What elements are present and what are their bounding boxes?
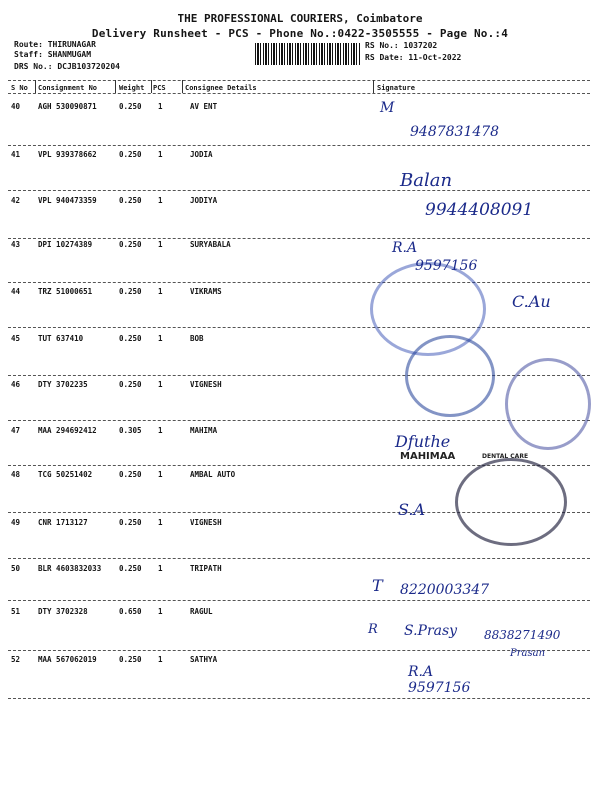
row-weight: 0.250: [119, 655, 142, 664]
row-divider: [8, 558, 590, 559]
col-divider: [182, 80, 183, 93]
col-divider: [35, 80, 36, 93]
header-bottom-rule: [8, 93, 590, 94]
col-header-signature: Signature: [377, 84, 415, 92]
col-divider: [151, 80, 152, 93]
bank-stamp: [405, 335, 495, 417]
row-pcs: 1: [158, 518, 163, 527]
row-consignment-no: MAA 294692412: [38, 426, 97, 435]
row-consignment-no: BLR 4603832033: [38, 564, 102, 573]
row-consignee: AV ENT: [190, 102, 218, 111]
row-weight: 0.250: [119, 196, 142, 205]
route-label: Route: THIRUNAGAR: [14, 40, 96, 49]
row-weight: 0.250: [119, 334, 142, 343]
row-consignment-no: DPI 10274389: [38, 240, 93, 249]
row-weight: 0.250: [119, 102, 142, 111]
row-sno: 51: [11, 607, 21, 616]
row-sno: 48: [11, 470, 21, 479]
row-divider: [8, 375, 590, 376]
row-divider: [8, 145, 590, 146]
signature-47: Dfuthe: [395, 432, 451, 451]
row-consignee: TRIPATH: [190, 564, 222, 573]
row-divider: [8, 190, 590, 191]
signature-43-phone: 9597156: [415, 258, 478, 274]
row-weight: 0.250: [119, 287, 142, 296]
col-divider: [373, 80, 374, 93]
row-divider: [8, 698, 590, 699]
row-pcs: 1: [158, 196, 163, 205]
runsheet-subtitle: Delivery Runsheet - PCS - Phone No.:0422-3505555 - Page No.:4: [91, 27, 509, 40]
signature-51-name: Prasan: [510, 648, 546, 659]
signature-51-phone: 8838271490: [484, 628, 561, 642]
company-stamp: [455, 458, 567, 546]
row-weight: 0.250: [119, 150, 142, 159]
row-sno: 50: [11, 564, 21, 573]
row-consignee: MAHIMA: [190, 426, 218, 435]
row-pcs: 1: [158, 240, 163, 249]
row-pcs: 1: [158, 655, 163, 664]
row-pcs: 1: [158, 102, 163, 111]
row-consignee: JODIA: [190, 150, 213, 159]
signature-42-phone: 9944408091: [425, 200, 534, 220]
row-sno: 47: [11, 426, 21, 435]
row-weight: 0.250: [119, 564, 142, 573]
row-consignee: VIGNESH: [190, 518, 222, 527]
row-weight: 0.250: [119, 380, 142, 389]
signature-50-mark: T: [372, 576, 383, 595]
row-sno: 42: [11, 196, 21, 205]
row-sno: 52: [11, 655, 21, 664]
rs-number: RS No.: 1037202: [365, 41, 438, 50]
barcode: [255, 43, 360, 65]
drs-number: DRS No.: DCJB103720204: [14, 62, 120, 71]
row-consignee: SATHYA: [190, 655, 218, 664]
signature-52: R.A: [408, 664, 434, 680]
signature-43: R.A: [392, 240, 418, 256]
rs-date: RS Date: 11-Oct-2022: [365, 53, 462, 62]
signature-49: S.A: [398, 500, 426, 519]
row-weight: 0.650: [119, 607, 142, 616]
row-consignment-no: DTY 3702235: [38, 380, 88, 389]
row-consignee: BOB: [190, 334, 204, 343]
col-header-sno: S No: [11, 84, 28, 92]
row-sno: 49: [11, 518, 21, 527]
signature-40: M: [380, 100, 395, 116]
row-weight: 0.305: [119, 426, 142, 435]
row-consignee: RAGUL: [190, 607, 213, 616]
row-sno: 40: [11, 102, 21, 111]
row-pcs: 1: [158, 426, 163, 435]
row-pcs: 1: [158, 334, 163, 343]
row-consignment-no: VPL 940473359: [38, 196, 97, 205]
row-sno: 41: [11, 150, 21, 159]
row-consignment-no: VPL 939378662: [38, 150, 97, 159]
row-consignment-no: TCG 50251402: [38, 470, 93, 479]
row-sno: 45: [11, 334, 21, 343]
col-divider: [115, 80, 116, 93]
row-divider: [8, 650, 590, 651]
table-top-rule: [8, 80, 590, 81]
row-consignee: VIGNESH: [190, 380, 222, 389]
col-header-weight: Weight: [119, 84, 145, 92]
signature-40-phone: 9487831478: [410, 124, 500, 140]
row-consignment-no: CNR 1713127: [38, 518, 88, 527]
col-header-consignment: Consignment No: [38, 84, 98, 92]
dental-care-stamp-text: DENTAL CARE: [482, 453, 529, 460]
row-divider: [8, 327, 590, 328]
row-divider: [8, 420, 590, 421]
row-sno: 46: [11, 380, 21, 389]
signature-52-phone: 9597156: [408, 680, 471, 696]
row-consignment-no: AGH 530090871: [38, 102, 97, 111]
row-pcs: 1: [158, 564, 163, 573]
row-consignment-no: MAA 567062019: [38, 655, 97, 664]
col-header-pcs: PCS: [153, 84, 166, 92]
row-pcs: 1: [158, 150, 163, 159]
row-divider: [8, 282, 590, 283]
signature-50-phone: 8220003347: [400, 582, 490, 598]
row-consignee: SURYABALA: [190, 240, 231, 249]
row-sno: 44: [11, 287, 21, 296]
row-consignee: VIKRAMS: [190, 287, 222, 296]
row-consignee: AMBAL AUTO: [190, 470, 236, 479]
row-pcs: 1: [158, 287, 163, 296]
mahimaa-stamp-text: MAHIMAA: [400, 451, 456, 462]
signature-44: C.Au: [512, 292, 551, 311]
staff-label: Staff: SHANMUGAM: [14, 50, 92, 59]
signature-41: Balan: [400, 170, 453, 191]
row-sno: 43: [11, 240, 21, 249]
row-weight: 0.250: [119, 240, 142, 249]
row-divider: [8, 600, 590, 601]
company-title: THE PROFESSIONAL COURIERS, Coimbatore: [177, 12, 423, 25]
row-consignment-no: TUT 637410: [38, 334, 84, 343]
row-pcs: 1: [158, 380, 163, 389]
row-consignment-no: TRZ 51000651: [38, 287, 93, 296]
automobile-stamp: [505, 358, 591, 450]
row-pcs: 1: [158, 470, 163, 479]
col-header-consignee: Consignee Details: [185, 84, 257, 92]
row-consignment-no: DTY 3702328: [38, 607, 88, 616]
row-pcs: 1: [158, 607, 163, 616]
row-weight: 0.250: [119, 470, 142, 479]
signature-51-mark: R: [368, 622, 378, 637]
row-consignee: JODIYA: [190, 196, 218, 205]
row-weight: 0.250: [119, 518, 142, 527]
row-divider: [8, 238, 590, 239]
signature-51: S.Prasy: [404, 623, 458, 639]
